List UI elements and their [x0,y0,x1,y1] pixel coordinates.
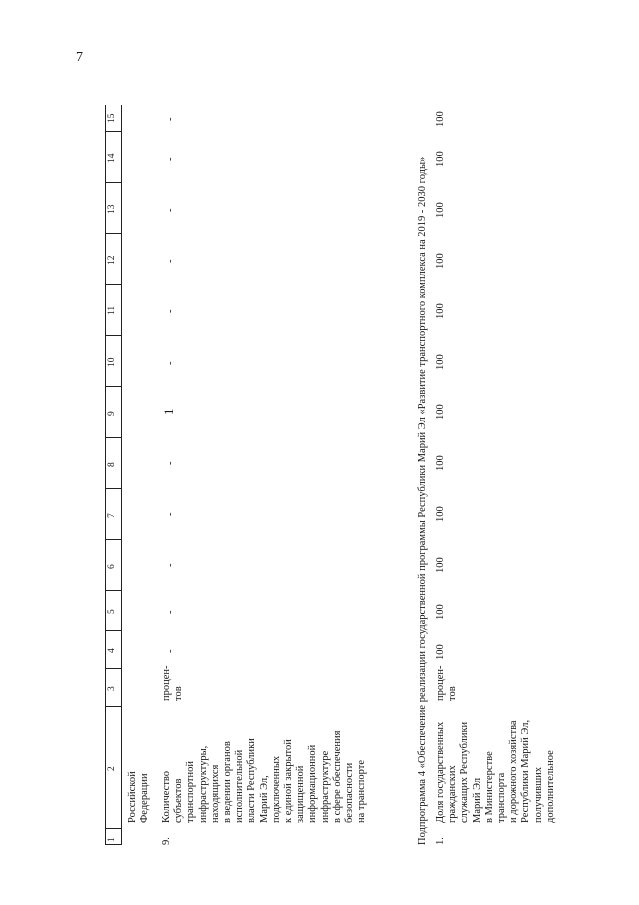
col-sep [105,284,121,285]
col-header: 7 [107,513,117,518]
row-9-value: - [165,461,176,465]
col-sep [105,539,121,540]
col-sep [105,668,121,669]
row-9-value: - [165,610,176,614]
row-1-value: 100 [435,111,446,127]
row-1-value: 100 [435,202,446,218]
row-9-value: - [165,361,176,365]
row-1-unit: процен- тов [435,665,459,701]
col-header: 10 [107,357,117,367]
row-9-name: Количество субъектов транспортной инфраструктуры, находящихся в ведении органов исполнительной власти Республики Марий Эл, подключенных к единой закрытой защищенной информационной инфраструктуре в сфере обеспечения безопасности на транспорте [161,730,368,823]
row-1-number: 1. [435,837,446,845]
col-header: 1 [107,837,117,842]
row-9-value: - [165,259,176,263]
row-1-value: 100 [435,303,446,319]
row-9-value: - [165,512,176,516]
col-header: 15 [107,113,117,123]
col-header: 6 [107,564,117,569]
row-9-value: 1 [161,408,176,415]
row-1-value: 100 [435,253,446,269]
row-1-value: 100 [435,506,446,522]
col-sep [105,844,121,845]
col-sep [105,437,121,438]
col-sep [105,630,121,631]
page-number: 7 [76,50,83,65]
col-sep [105,488,121,489]
row-1-name: Доля государственных гражданских служащих Республики Марий Эл в Министерстве транспорта и дорожного хозяйства Республики Марий Эл, получивших дополнительное [435,719,556,823]
col-header: 2 [107,766,117,771]
col-header: 5 [107,609,117,614]
row-1-value: 100 [435,404,446,420]
row-9-value: - [165,208,176,212]
row-9-unit: процен- тов [161,665,185,701]
col-header: 8 [107,462,117,467]
row-continuation-name: Российской Федерации [127,771,151,823]
col-sep [105,182,121,183]
col-sep [105,131,121,132]
col-header: 3 [107,686,117,691]
col-sep [105,335,121,336]
col-sep [105,706,121,707]
row-1-value: 100 [435,151,446,167]
col-header: 12 [107,255,117,265]
row-9-value: - [165,309,176,313]
header-top-line [105,105,106,845]
rotated-table [105,105,556,845]
col-header: 4 [107,648,117,653]
col-sep [105,828,121,829]
col-header: 13 [107,204,117,214]
col-sep [105,386,121,387]
row-1-value: 100 [435,557,446,573]
col-header: 14 [107,153,117,163]
row-9-value: - [165,649,176,653]
header-bottom-line [121,105,122,845]
row-9-number: 9. [161,837,172,845]
col-header: 9 [107,411,117,416]
row-1-value: 100 [435,354,446,370]
row-1-value: 100 [435,644,446,660]
row-9-value: - [165,563,176,567]
col-sep [105,590,121,591]
row-9-value: - [165,157,176,161]
row-1-value: 100 [435,604,446,620]
row-9-value: - [165,117,176,121]
subprogram-title: Подпрограмма 4 «Обеспечение реализации государственной программы Республики Марий Эл «Развитие транспортного комплекса на 2019 - 2030 годы» [417,156,428,845]
col-sep [105,233,121,234]
row-1-value: 100 [435,455,446,471]
col-header: 11 [107,305,117,315]
